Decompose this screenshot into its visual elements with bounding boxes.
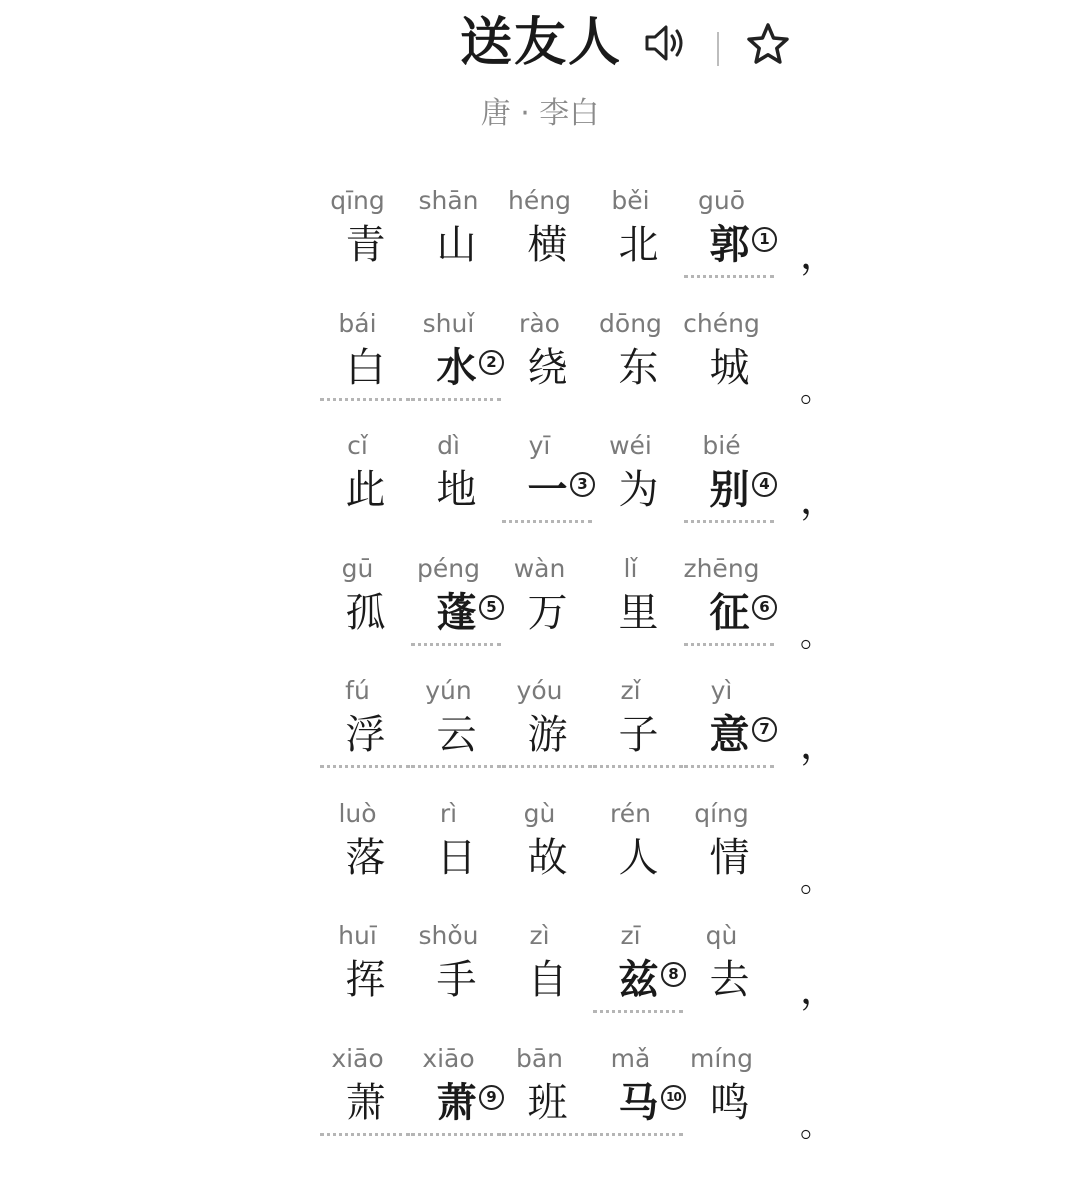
pinyin-label: wàn <box>513 553 566 583</box>
poem-char[interactable] <box>403 295 497 405</box>
pinyin-label: chéng <box>683 308 760 338</box>
pinyin-label: lǐ <box>623 553 638 583</box>
header <box>0 8 1080 78</box>
poem-char <box>494 907 585 1017</box>
pinyin-label: guō <box>697 186 745 215</box>
poem-char <box>494 1030 585 1140</box>
pinyin-label: shuǐ <box>422 308 475 338</box>
annotation-number[interactable]: 5 <box>479 595 504 620</box>
pinyin-label: wéi <box>609 431 652 460</box>
hanzi-char[interactable]: 萧 <box>436 1079 477 1126</box>
poem-char <box>494 172 585 282</box>
pinyin-label: yī <box>528 431 551 460</box>
annotation-underline <box>320 398 410 401</box>
hanzi-char: 东 <box>618 344 659 391</box>
star-icon[interactable] <box>743 20 793 70</box>
pinyin-label: shǒu <box>418 921 479 950</box>
annotation-number[interactable]: 7 <box>752 717 777 742</box>
poem-char <box>585 540 676 650</box>
pinyin-label: fú <box>345 676 370 705</box>
pinyin-label: yóu <box>516 676 563 705</box>
punctuation: 。 <box>800 615 833 654</box>
hanzi-char: 班 <box>527 1079 568 1126</box>
pinyin-label: rén <box>610 798 651 828</box>
annotation-number[interactable]: 2 <box>479 350 504 375</box>
pinyin-label: míng <box>689 1043 753 1073</box>
annotation-underline <box>684 765 774 768</box>
poem-char <box>312 785 403 895</box>
pinyin-label: zī <box>620 921 641 950</box>
poem-char <box>312 1030 403 1140</box>
pinyin-label: dōng <box>599 308 662 338</box>
pinyin-label: bái <box>338 308 377 338</box>
hanzi-char: 此 <box>345 467 386 513</box>
poem-char <box>403 417 494 527</box>
hanzi-char: 青 <box>345 222 386 268</box>
pinyin-label: yún <box>425 676 472 705</box>
annotation-underline <box>411 765 501 768</box>
pinyin-label: zhēng <box>683 553 760 583</box>
poem-char[interactable] <box>676 662 770 772</box>
hanzi-char[interactable]: 蓬 <box>436 589 477 636</box>
pinyin-label: qīng <box>330 186 385 215</box>
annotation-underline <box>411 1133 501 1136</box>
hanzi-char: 故 <box>527 834 568 881</box>
poem-char[interactable] <box>676 172 770 282</box>
annotation-underline <box>684 520 774 523</box>
speaker-icon[interactable] <box>640 18 690 68</box>
poem-char <box>676 785 767 895</box>
annotation-underline <box>593 765 683 768</box>
hanzi-char: 手 <box>436 957 477 1003</box>
poem-char <box>312 907 403 1017</box>
poem-char[interactable] <box>403 1030 497 1140</box>
hanzi-char: 情 <box>709 834 750 881</box>
hanzi-char[interactable]: 意 <box>709 712 750 758</box>
pinyin-label: xiāo <box>331 1043 384 1073</box>
hanzi-char: 里 <box>618 589 659 636</box>
annotation-underline <box>684 643 774 646</box>
poem-char <box>676 295 767 405</box>
poem-char[interactable] <box>403 540 497 650</box>
annotation-number[interactable]: 6 <box>752 595 777 620</box>
punctuation: ， <box>800 723 839 767</box>
punctuation: ， <box>800 478 839 522</box>
pinyin-label: yì <box>710 676 733 705</box>
annotation-underline <box>411 398 501 401</box>
pinyin-label: huī <box>338 921 377 950</box>
poem-char <box>312 417 403 527</box>
hanzi-char: 城 <box>709 344 750 391</box>
hanzi-char[interactable]: 一 <box>527 467 568 513</box>
annotation-number[interactable]: 10 <box>661 1085 686 1110</box>
author-dynasty: 唐 · 李白 <box>480 96 600 131</box>
hanzi-char: 自 <box>527 957 568 1003</box>
annotation-number[interactable]: 9 <box>479 1085 504 1110</box>
hanzi-char[interactable]: 兹 <box>618 957 659 1003</box>
hanzi-char: 地 <box>436 467 477 513</box>
pinyin-label: xiāo <box>422 1043 475 1073</box>
hanzi-char: 白 <box>345 344 386 391</box>
poem-char <box>676 907 767 1017</box>
poem-char <box>312 540 403 650</box>
poem-char <box>403 907 494 1017</box>
hanzi-char: 横 <box>527 222 568 268</box>
hanzi-char: 去 <box>709 957 750 1003</box>
poem-char <box>312 295 403 405</box>
poem-char[interactable] <box>676 417 770 527</box>
annotation-number[interactable]: 8 <box>661 962 686 987</box>
hanzi-char[interactable]: 马 <box>618 1079 659 1126</box>
pinyin-label: bié <box>702 431 741 460</box>
hanzi-char: 云 <box>436 712 477 758</box>
hanzi-char[interactable]: 郭 <box>709 222 750 268</box>
poem-char <box>312 172 403 282</box>
pinyin-label: rì <box>439 798 458 828</box>
poem-title: 送友人 <box>460 13 623 73</box>
pinyin-label: bān <box>515 1043 564 1073</box>
pinyin-label: běi <box>611 186 650 215</box>
hanzi-char[interactable]: 征 <box>709 589 750 636</box>
hanzi-char: 落 <box>345 834 386 881</box>
hanzi-char: 北 <box>618 222 659 268</box>
poem-char <box>403 662 494 772</box>
punctuation: ， <box>800 968 839 1012</box>
poem-char <box>585 172 676 282</box>
punctuation: ， <box>800 233 839 277</box>
pinyin-label: zǐ <box>620 676 641 705</box>
poem-char <box>494 785 585 895</box>
punctuation: 。 <box>800 1105 833 1144</box>
annotation-underline <box>593 1133 683 1136</box>
header-divider <box>717 32 719 66</box>
hanzi-char: 浮 <box>345 712 386 758</box>
annotation-underline <box>320 1133 410 1136</box>
hanzi-char: 日 <box>436 834 477 881</box>
annotation-underline <box>411 643 501 646</box>
hanzi-char: 鸣 <box>709 1079 750 1126</box>
poem-char[interactable] <box>585 907 679 1017</box>
pinyin-label: qù <box>705 921 738 950</box>
hanzi-char: 游 <box>527 712 568 758</box>
poem-char <box>585 417 676 527</box>
hanzi-char: 萧 <box>345 1079 386 1126</box>
pinyin-label: héng <box>508 186 571 215</box>
pinyin-label: luò <box>338 798 377 828</box>
pinyin-label: dì <box>437 431 460 460</box>
poem-char <box>494 295 585 405</box>
hanzi-char[interactable]: 水 <box>436 344 477 391</box>
poem-char <box>585 785 676 895</box>
annotation-number[interactable]: 1 <box>752 227 777 252</box>
hanzi-char: 绕 <box>527 344 568 391</box>
poem-char[interactable] <box>494 417 588 527</box>
poem-char[interactable] <box>676 540 770 650</box>
annotation-underline <box>502 520 592 523</box>
pinyin-label: péng <box>417 553 480 583</box>
hanzi-char: 山 <box>436 222 477 268</box>
annotation-underline <box>320 765 410 768</box>
pinyin-label: shān <box>418 186 479 215</box>
pinyin-label: qíng <box>694 798 749 828</box>
annotation-underline <box>502 765 592 768</box>
hanzi-char[interactable]: 别 <box>709 467 750 513</box>
poem-char <box>494 662 585 772</box>
pinyin-label: gū <box>341 553 374 583</box>
annotation-underline <box>593 1010 683 1013</box>
hanzi-char: 人 <box>618 834 659 881</box>
hanzi-char: 万 <box>527 589 568 636</box>
annotation-underline <box>502 1133 592 1136</box>
poem-char <box>676 1030 767 1140</box>
poem-char <box>312 662 403 772</box>
poem-char <box>585 662 676 772</box>
hanzi-char: 孤 <box>345 589 386 636</box>
pinyin-label: zì <box>529 921 550 950</box>
poem-char <box>585 295 676 405</box>
hanzi-char: 子 <box>618 712 659 758</box>
annotation-underline <box>684 275 774 278</box>
poem-char[interactable] <box>585 1030 681 1140</box>
annotation-number[interactable]: 4 <box>752 472 777 497</box>
pinyin-label: cǐ <box>347 431 368 460</box>
hanzi-char: 为 <box>618 467 659 513</box>
punctuation: 。 <box>800 370 833 409</box>
punctuation: 。 <box>800 860 833 899</box>
pinyin-label: mǎ <box>610 1043 651 1073</box>
poem-char <box>403 172 494 282</box>
poem-char <box>403 785 494 895</box>
poem-char <box>494 540 585 650</box>
annotation-number[interactable]: 3 <box>570 472 595 497</box>
pinyin-label: rào <box>519 308 560 338</box>
hanzi-char: 挥 <box>345 957 386 1003</box>
pinyin-label: gù <box>523 798 556 828</box>
